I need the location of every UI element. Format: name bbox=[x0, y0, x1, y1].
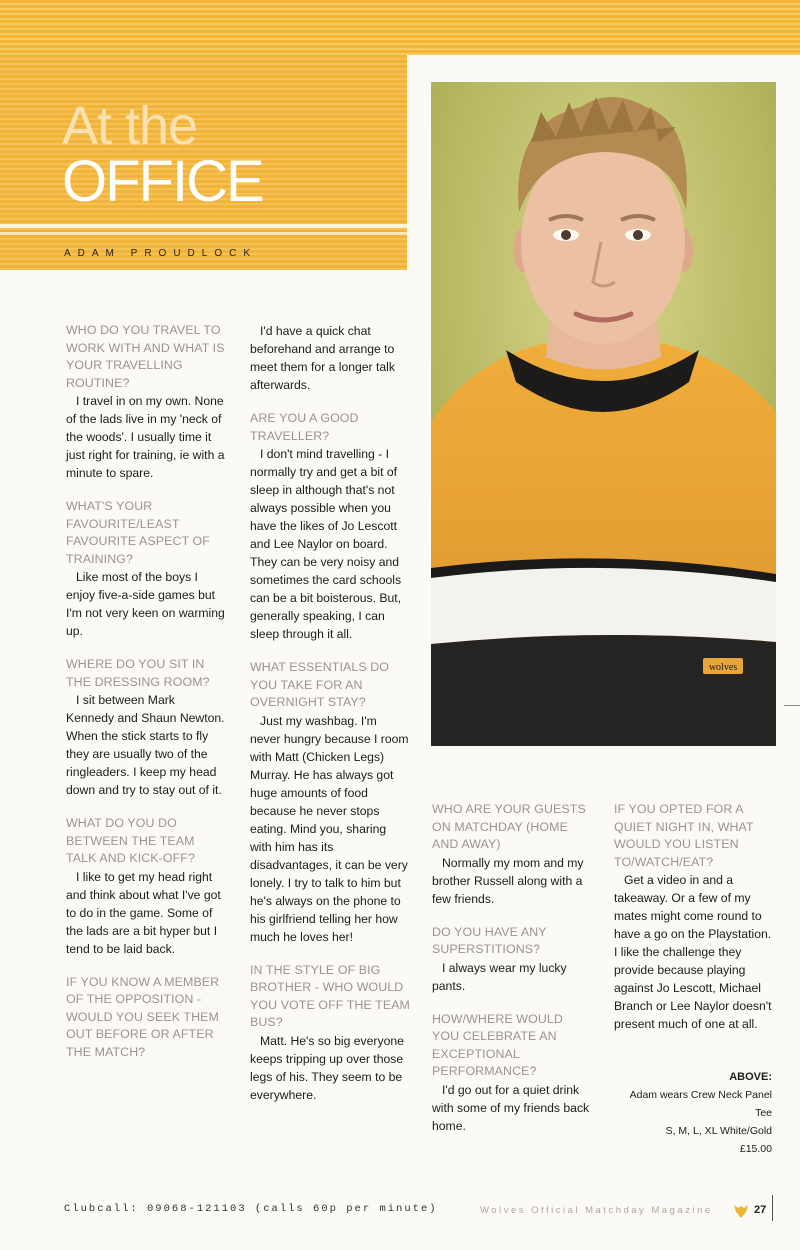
qa-block bbox=[432, 924, 592, 995]
header-divider bbox=[0, 232, 407, 235]
question: IN THE STYLE OF BIG BROTHER - WHO WOULD YOU VOTE OFF THE TEAM BUS? bbox=[250, 962, 410, 1029]
photo-caption bbox=[612, 1068, 772, 1158]
question: ARE YOU A GOOD TRAVELLER? bbox=[250, 411, 359, 443]
qa-block bbox=[66, 498, 226, 640]
answer: I'd go out for a quiet drink with some of my friends back home. bbox=[432, 1082, 590, 1133]
question: WHERE DO YOU SIT IN THE DRESSING ROOM? bbox=[66, 657, 210, 689]
qa-block bbox=[432, 1011, 592, 1135]
question: WHAT'S YOUR FAVOURITE/LEAST FAVOURITE ASPECT OF TRAINING? bbox=[66, 499, 210, 566]
column-1 bbox=[66, 322, 226, 1077]
answer: Like most of the boys I enjoy five-a-side games but I'm not very keen on warming up. bbox=[66, 570, 225, 638]
qa-block bbox=[250, 659, 410, 946]
question: IF YOU OPTED FOR A QUIET NIGHT IN, WHAT WOULD YOU LISTEN TO/WATCH/EAT? bbox=[614, 802, 754, 869]
clubcall-footer: Clubcall: 09068-121103 (calls 60p per minute) bbox=[64, 1203, 438, 1215]
question: WHO ARE YOUR GUESTS ON MATCHDAY (HOME AND AWAY) bbox=[432, 802, 586, 851]
page-title-line2: OFFICE bbox=[62, 149, 263, 214]
wolf-icon bbox=[733, 1203, 749, 1219]
qa-block bbox=[250, 410, 410, 643]
qa-block bbox=[250, 322, 410, 394]
page-number: 27 bbox=[754, 1204, 767, 1216]
qa-block bbox=[66, 322, 226, 482]
answer: Get a video in and a takeaway. Or a few of my mates might come round to have a go on the Playstation. I like the challenge they provide because playing against Jo Lescott, Michael Branch or Lee Naylor doesn't present much of one at all. bbox=[614, 873, 772, 1031]
question: DO YOU HAVE ANY SUPERSTITIONS? bbox=[432, 924, 547, 956]
byline: ADAM PROUDLOCK bbox=[64, 248, 258, 259]
header-divider bbox=[0, 224, 407, 228]
question: IF YOU KNOW A MEMBER OF THE OPPOSITION - WOULD YOU SEEK THEM OUT BEFORE OR AFTER THE MATCH? bbox=[66, 974, 220, 1059]
answer: Just my washbag. I'm never hungry because I room with Matt (Chicken Legs) Murray. He has always got huge amounts of food because he never stops eating. Mind you, sharing with him has its disadvantages, it can be very lonely. I try to talk to him but he's always on the phone to his girlfriend telling her how much he loves her! bbox=[250, 713, 409, 944]
caption-price: £15.00 bbox=[739, 1143, 772, 1155]
question: HOW/WHERE WOULD YOU CELEBRATE AN EXCEPTIONAL PERFORMANCE? bbox=[432, 1011, 563, 1078]
column-4 bbox=[614, 801, 774, 1049]
magazine-footer: Wolves Official Matchday Magazine bbox=[480, 1205, 713, 1216]
question: WHO DO YOU TRAVEL TO WORK WITH AND WHAT IS YOUR TRAVELLING ROUTINE? bbox=[66, 323, 225, 390]
answer: I don't mind travelling - I normally try and get a bit of sleep in although that's not always possible when you have the likes of Jo Lescott and Lee Naylor on board. They can be very noisy and sometimes the card schools can be a bit boisterous. But, generally speaking, I can sleep through it all. bbox=[250, 447, 402, 641]
qa-block bbox=[614, 801, 774, 1033]
answer: I like to get my head right and think about what I've got to do in the game. Some of the lads are a bit hyper but I tend to be laid back. bbox=[66, 869, 221, 956]
column-2 bbox=[250, 322, 410, 1120]
qa-block bbox=[250, 962, 410, 1104]
photo-tick-line bbox=[784, 705, 800, 706]
caption-line: Adam wears Crew Neck Panel Tee bbox=[629, 1089, 772, 1119]
qa-block bbox=[66, 656, 226, 799]
page-rule bbox=[772, 1195, 773, 1221]
qa-block bbox=[432, 801, 592, 908]
player-photo bbox=[431, 82, 776, 746]
qa-block bbox=[66, 815, 226, 958]
qa-block bbox=[66, 974, 226, 1062]
answer: I sit between Mark Kennedy and Shaun Newton. When the stick starts to fly they are usually two of the ringleaders. I keep my head down and try to stay out of it. bbox=[66, 693, 225, 797]
caption-heading: ABOVE: bbox=[729, 1071, 772, 1083]
question: WHAT ESSENTIALS DO YOU TAKE FOR AN OVERNIGHT STAY? bbox=[250, 660, 390, 709]
page-title-line1: At the bbox=[62, 96, 198, 156]
top-stripe-band bbox=[0, 0, 800, 55]
shirt-badge: wolves bbox=[708, 662, 738, 673]
answer: I'd have a quick chat beforehand and arrange to meet them for a longer talk afterwards. bbox=[250, 324, 395, 392]
answer: Matt. He's so big everyone keeps tripping up over those legs of his. They seem to be everywhere. bbox=[250, 1033, 404, 1102]
column-3 bbox=[432, 801, 592, 1151]
question: WHAT DO YOU DO BETWEEN THE TEAM TALK AND KICK-OFF? bbox=[66, 816, 195, 865]
answer: I travel in on my own. None of the lads live in my 'neck of the woods'. I usually time it just right for training, ie with a minute to spare. bbox=[66, 394, 225, 480]
answer: I always wear my lucky pants. bbox=[432, 960, 567, 993]
caption-line: S, M, L, XL White/Gold bbox=[665, 1125, 772, 1137]
answer: Normally my mom and my brother Russell along with a few friends. bbox=[432, 855, 584, 906]
